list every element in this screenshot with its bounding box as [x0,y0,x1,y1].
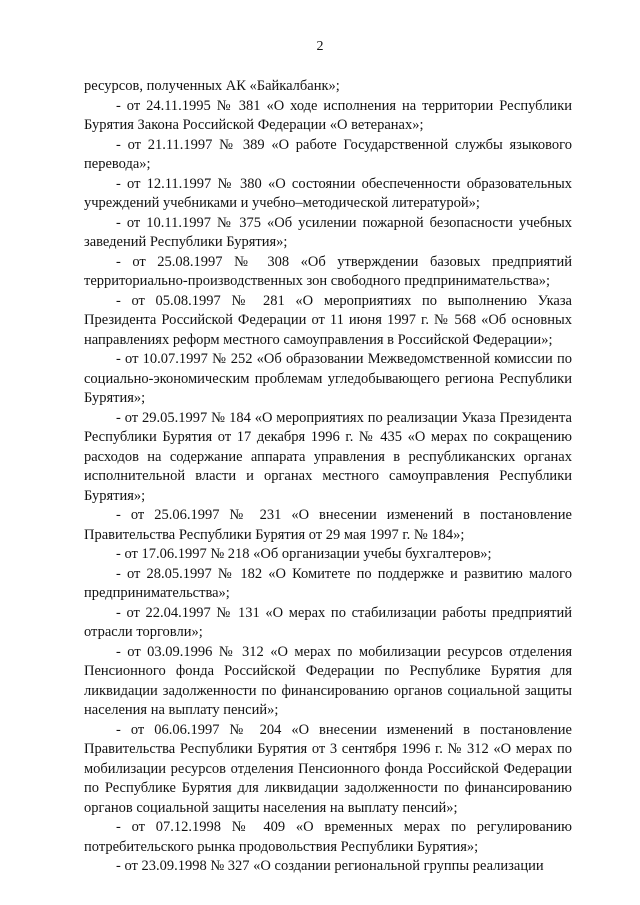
list-item: - от 05.08.1997 № 281 «О мероприятиях по выполнению Указа Президента Российской Федерации от 11 июня 1997 г. № 568 «Об основных направлениях реформ местного самоуправления в Российской Федерации»; [84,292,572,348]
list-item: - от 03.09.1996 № 312 «О мерах по мобилизации ресурсов отделения Пенсионного фонда Российской Федерации по Республике Бурятия для ликвидации задолженности по финансированию органов социальной защиты населения на выплату пенсий»; [84,643,572,718]
list-item: - от 24.11.1995 № 381 «О ходе исполнения на территории Республики Бурятия Закона Российской Федерации «О ветеранах»; [84,97,572,133]
list-item: - от 23.09.1998 № 327 «О создании региональной группы реализации [116,858,544,874]
page-number: 2 [316,39,324,54]
list-item: - от 07.12.1998 № 409 «О временных мерах по регулированию потребительского рынка продовольствия Республики Бурятия»; [84,819,572,855]
list-item: - от 29.05.1997 № 184 «О мероприятиях по реализации Указа Президента Республики Бурятия от 17 декабря 1996 г. № 435 «О мерах по сокращению расходов на содержание аппарата управления в республиканских органах исполнительной власти и органах местного самоуправления Республики Бурятия»; [84,409,572,504]
list-item: - от 28.05.1997 № 182 «О Комитете по поддержке и развитию малого предпринимательства»; [84,565,572,601]
list-item: - от 17.06.1997 № 218 «Об организации учебы бухгалтеров»; [116,546,492,562]
list-item: - от 12.11.1997 № 380 «О состоянии обеспеченности образовательных учреждений учебниками и учебно–методической литературой»; [84,175,572,211]
list-item: - от 25.06.1997 № 231 «О внесении изменений в постановление Правительства Республики Бурятия от 29 мая 1997 г. № 184»; [84,507,572,543]
document-body [84,77,572,877]
paragraph: ресурсов, полученных АК «Байкалбанк»; [84,78,340,94]
list-item: - от 06.06.1997 № 204 «О внесении изменений в постановление Правительства Республики Бурятия от 3 сентября 1996 г. № 312 «О мерах по мобилизации ресурсов отделения Пенсионного фонда Российской Федерации по Республике Бурятия для ликвидации задолженности по финансированию органов социальной защиты населения на выплату пенсий»; [84,721,572,816]
list-item: - от 25.08.1997 № 308 «Об утверждении базовых предприятий территориально-производственных зон свободного предпринимательства»; [84,253,572,289]
list-item: - от 21.11.1997 № 389 «О работе Государственной службы языкового перевода»; [84,136,572,172]
list-item: - от 10.11.1997 № 375 «Об усилении пожарной безопасности учебных заведений Республики Бурятия»; [84,214,572,250]
list-item: - от 10.07.1997 № 252 «Об образовании Межведомственной комиссии по социально-экономическим проблемам угледобывающего региона Республики Бурятия»; [84,351,572,406]
list-item: - от 22.04.1997 № 131 «О мерах по стабилизации работы предприятий отрасли торговли»; [84,604,572,640]
